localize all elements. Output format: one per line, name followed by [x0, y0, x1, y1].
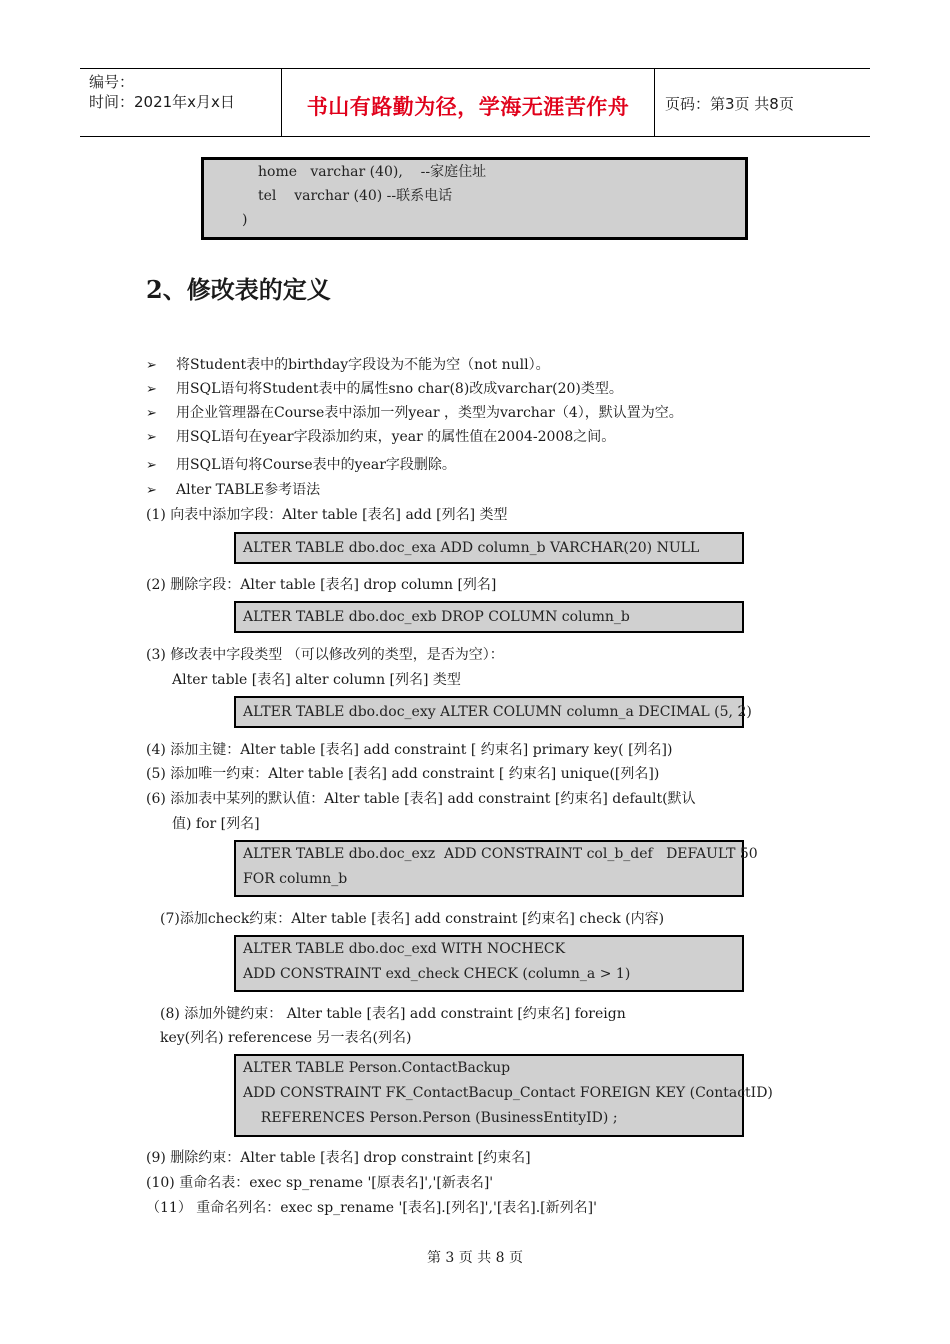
- code-block-8: [234, 1054, 773, 1137]
- list-item-text: 用SQL语句将Course表中的year字段删除。: [176, 457, 456, 473]
- list-item: [146, 354, 550, 374]
- header-motto-cell: [282, 69, 655, 136]
- list-item-text: 将Student表中的birthday字段设为不能为空（not null）。: [176, 357, 550, 373]
- code-line: ): [242, 212, 248, 228]
- section-heading: 2、修改表的定义: [146, 275, 331, 304]
- list-item: [146, 426, 615, 446]
- serial-label: 编号：: [89, 73, 135, 91]
- motto: 书山有路勤为径，学海无涯苦作舟: [306, 95, 630, 119]
- code-line: ALTER TABLE dbo.doc_exa ADD column_b VARCHAR(20) NULL: [243, 540, 700, 556]
- page-info: 页码：第3页 共8页: [665, 95, 794, 113]
- code-block-2: [234, 601, 744, 633]
- code-block-3: [234, 696, 752, 728]
- code-line: tel varchar (40) --联系电话: [258, 188, 453, 204]
- arrow-bullet-icon: ➢: [146, 358, 157, 373]
- time-label: 时间：2021年x月x日: [89, 93, 235, 111]
- code-line: FOR column_b: [243, 871, 348, 887]
- code-line: REFERENCES Person.Person (BusinessEntityID) ;: [243, 1110, 618, 1126]
- code-line: ALTER TABLE dbo.doc_exd WITH NOCHECK: [243, 941, 566, 957]
- list-item: [146, 378, 623, 398]
- syntax-item-8: (8) 添加外键约束： Alter table [表名] add constraint [约束名] foreign: [160, 1006, 626, 1022]
- list-item-text: 用SQL语句在year字段添加约束，year 的属性值在2004-2008之间。: [176, 429, 616, 445]
- list-item-text: Alter TABLE参考语法: [176, 482, 321, 498]
- arrow-bullet-icon: ➢: [146, 430, 157, 445]
- list-item: [146, 402, 683, 422]
- list-item: [146, 479, 320, 499]
- code-block-6: [234, 840, 758, 897]
- syntax-item-10: (10) 重命名表：exec sp_rename '[原表名]','[新表名]': [146, 1175, 494, 1191]
- arrow-bullet-icon: ➢: [146, 382, 157, 397]
- syntax-item-8-cont: key(列名) referencese 另一表名(列名): [160, 1030, 412, 1046]
- page-header: [80, 68, 870, 137]
- code-line: home varchar (40), --家庭住址: [258, 164, 487, 180]
- arrow-bullet-icon: ➢: [146, 406, 157, 421]
- code-block-1: [234, 532, 744, 564]
- code-line: ALTER TABLE dbo.doc_exz ADD CONSTRAINT col_b_def DEFAULT 50: [243, 846, 758, 862]
- list-item-text: 用企业管理器在Course表中添加一列year ，类型为varchar（4），默认置为空。: [176, 405, 683, 421]
- syntax-item-4: (4) 添加主键：Alter table [表名] add constraint [ 约束名] primary key( [列名]): [146, 742, 673, 758]
- syntax-item-11: （11） 重命名列名：exec sp_rename '[表名].[列名]','[表名].[新列名]': [146, 1200, 597, 1216]
- syntax-item-2: (2) 删除字段：Alter table [表名] drop column [列名]: [146, 577, 497, 593]
- syntax-item-6-cont: 值) for [列名]: [172, 816, 260, 832]
- code-block-7: [234, 935, 744, 992]
- syntax-item-1: (1) 向表中添加字段：Alter table [表名] add [列名] 类型: [146, 507, 508, 523]
- code-line: ADD CONSTRAINT exd_check CHECK (column_a > 1): [243, 966, 631, 982]
- syntax-item-6: (6) 添加表中某列的默认值：Alter table [表名] add constraint [约束名] default(默认: [146, 791, 696, 807]
- arrow-bullet-icon: ➢: [146, 458, 157, 473]
- code-line: ALTER TABLE dbo.doc_exy ALTER COLUMN column_a DECIMAL (5, 2): [243, 704, 752, 720]
- code-line: ALTER TABLE dbo.doc_exb DROP COLUMN column_b: [243, 609, 630, 625]
- syntax-item-3-cont: Alter table [表名] alter column [列名] 类型: [172, 672, 461, 688]
- code-line: ALTER TABLE Person.ContactBackup: [243, 1060, 511, 1076]
- code-line: ADD CONSTRAINT FK_ContactBacup_Contact FOREIGN KEY (ContactID): [243, 1085, 773, 1101]
- syntax-item-7: (7)添加check约束：Alter table [表名] add constraint [约束名] check (内容): [160, 911, 665, 927]
- syntax-item-5: (5) 添加唯一约束：Alter table [表名] add constraint [ 约束名] unique([列名]): [146, 766, 660, 782]
- syntax-item-3: (3) 修改表中字段类型 （可以修改列的类型，是否为空）：: [146, 647, 504, 663]
- header-page-cell: [655, 69, 870, 136]
- code-block-top: [201, 157, 748, 240]
- page-footer: 第 3 页 共 8 页: [426, 1250, 524, 1266]
- header-left-cell: [80, 69, 282, 136]
- syntax-item-9: (9) 删除约束：Alter table [表名] drop constraint [约束名]: [146, 1150, 531, 1166]
- list-item: [146, 454, 456, 474]
- arrow-bullet-icon: ➢: [146, 483, 157, 498]
- list-item-text: 用SQL语句将Student表中的属性sno char(8)改成varchar(20)类型。: [176, 381, 623, 397]
